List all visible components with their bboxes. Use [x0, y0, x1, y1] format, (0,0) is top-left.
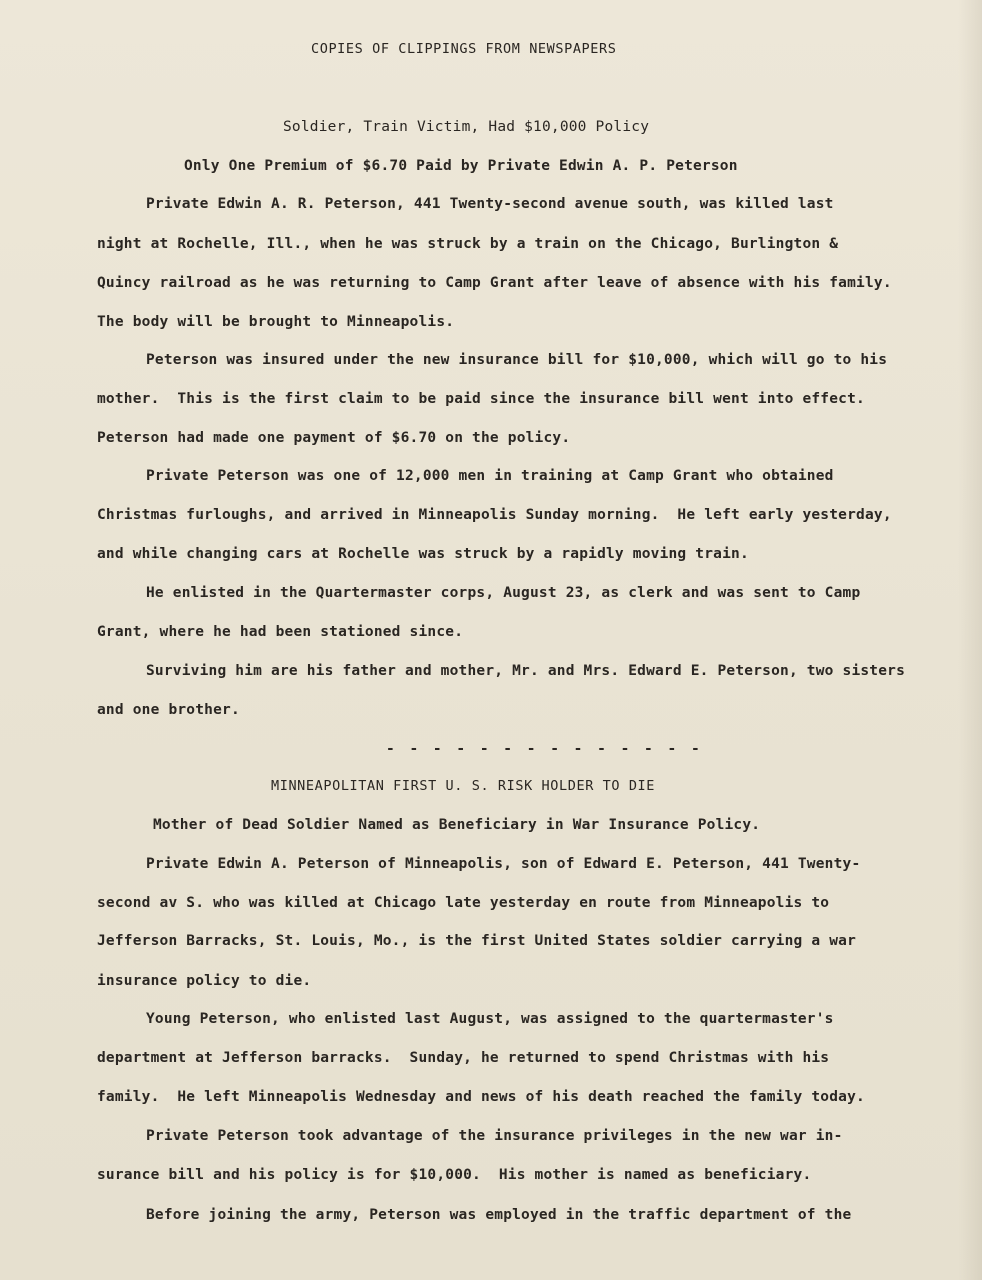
article1-line: Peterson was insured under the new insurance bill for $10,000, which will go to his: [146, 352, 888, 368]
article2-line: family. He left Minneapolis Wednesday and news of his death reached the family today.: [97, 1089, 865, 1105]
article1-line: Private Edwin A. R. Peterson, 441 Twenty-second avenue south, was killed last: [146, 196, 834, 212]
article1-line: Peterson had made one payment of $6.70 on the policy.: [97, 430, 571, 446]
article2-line: Private Peterson took advantage of the insurance privileges in the new war in-: [146, 1128, 843, 1144]
article2-line: Jefferson Barracks, St. Louis, Mo., is the first United States soldier carrying a war: [97, 933, 857, 949]
article2-headline: MINNEAPOLITAN FIRST U. S. RISK HOLDER TO DIE: [271, 778, 656, 794]
page-edge-shadow: [958, 0, 982, 1280]
article1-line: Christmas furloughs, and arrived in Minneapolis Sunday morning. He left early yesterday,: [97, 507, 892, 523]
article2-line: Private Edwin A. Peterson of Minneapolis, son of Edward E. Peterson, 441 Twenty-: [146, 856, 861, 872]
article2-subhead: Mother of Dead Soldier Named as Beneficiary in War Insurance Policy.: [153, 817, 761, 833]
article2-line: insurance policy to die.: [97, 973, 312, 989]
article1-headline: Soldier, Train Victim, Had $10,000 Policy: [283, 119, 650, 135]
article2-line: second av S. who was killed at Chicago late yesterday en route from Minneapolis to: [97, 895, 830, 911]
article2-line: department at Jefferson barracks. Sunday, he returned to spend Christmas with his: [97, 1050, 830, 1066]
article1-subhead: Only One Premium of $6.70 Paid by Private Edwin A. P. Peterson: [184, 158, 738, 174]
article1-line: The body will be brought to Minneapolis.: [97, 314, 455, 330]
article1-line: Grant, where he had been stationed since.: [97, 624, 464, 640]
article1-line: Quincy railroad as he was returning to Camp Grant after leave of absence with his family.: [97, 275, 892, 291]
article1-line: night at Rochelle, Ill., when he was struck by a train on the Chicago, Burlington &: [97, 236, 839, 252]
article1-line: and one brother.: [97, 702, 240, 718]
article2-line: surance bill and his policy is for $10,000. His mother is named as beneficiary.: [97, 1167, 812, 1183]
article1-line: He enlisted in the Quartermaster corps, August 23, as clerk and was sent to Camp: [146, 585, 861, 601]
article2-line: Young Peterson, who enlisted last August, was assigned to the quartermaster's: [146, 1011, 834, 1027]
article1-line: mother. This is the first claim to be paid since the insurance bill went into effect.: [97, 391, 865, 407]
article1-line: and while changing cars at Rochelle was struck by a rapidly moving train.: [97, 546, 749, 562]
article2-line: Before joining the army, Peterson was employed in the traffic department of the: [146, 1207, 852, 1223]
article1-line: Surviving him are his father and mother, Mr. and Mrs. Edward E. Peterson, two sisters: [146, 663, 906, 679]
section-divider: - - - - - - - - - - - - - -: [386, 741, 703, 757]
article1-line: Private Peterson was one of 12,000 men in training at Camp Grant who obtained: [146, 468, 834, 484]
document-title: COPIES OF CLIPPINGS FROM NEWSPAPERS: [311, 41, 617, 57]
